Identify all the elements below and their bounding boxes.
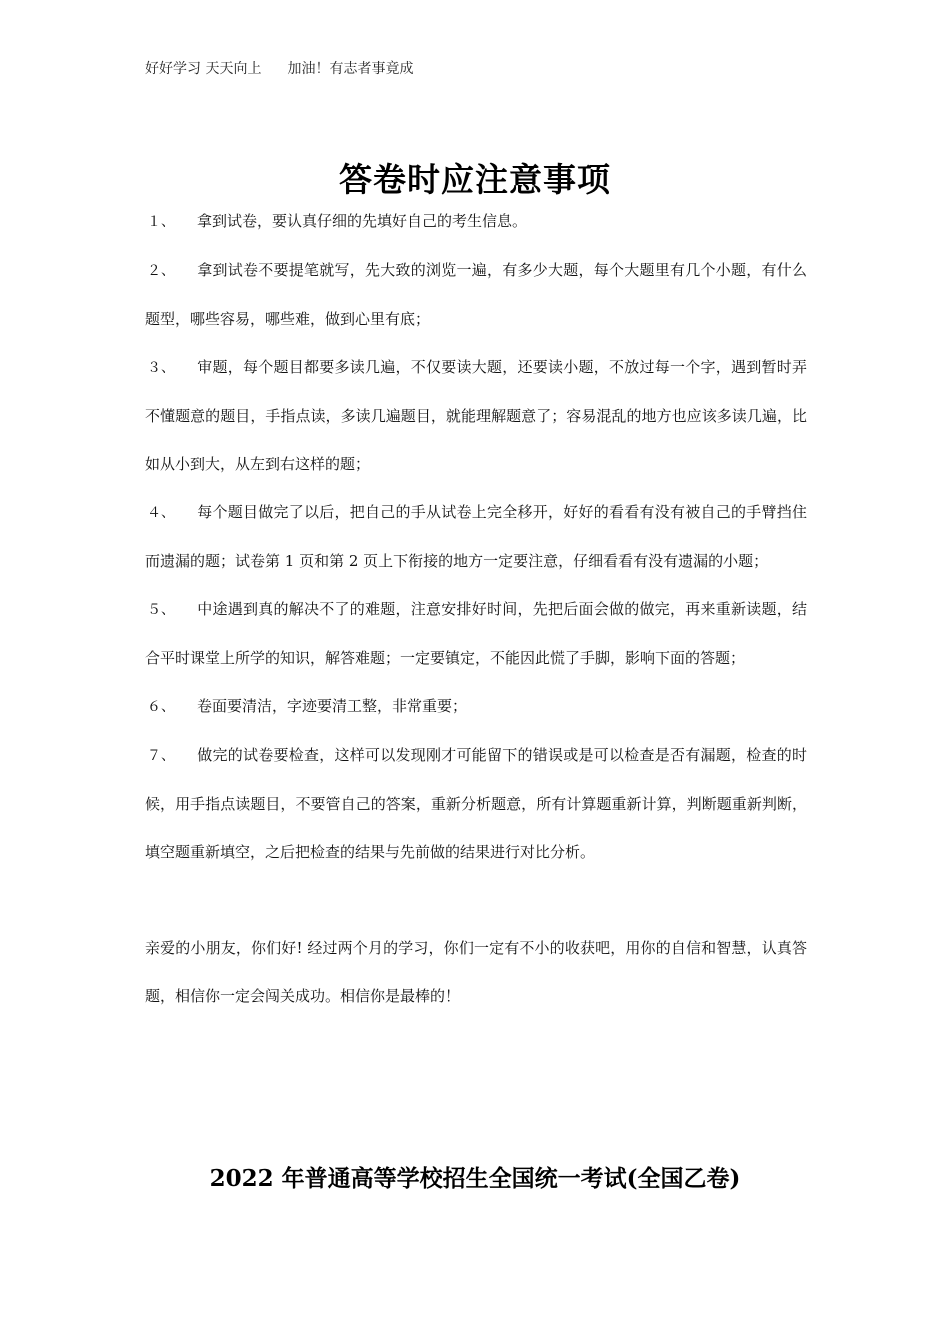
list-item xyxy=(145,343,807,488)
exam-title: 2022 年普通高等学校招生全国统一考试(全国乙卷) xyxy=(209,1165,741,1192)
item-number: ５、 xyxy=(147,602,175,618)
item-text: 每个题目做完了以后，把自己的手从试卷上完全移开，好好的看看有没有被自己的手臂挡住而遗漏的题；试卷第 1 页和第 2 页上下衔接的地方一定要注意，仔细看看有没有遗漏的小题； xyxy=(145,503,807,570)
header-motto-right: 加油！有志者事竟成 xyxy=(287,61,414,77)
item-text: 卷面要清洁，字迹要清工整，非常重要； xyxy=(197,697,468,715)
item-number: ６、 xyxy=(147,699,175,715)
item-text: 拿到试卷不要提笔就写，先大致的浏览一遍，有多少大题，每个大题里有几个小题，有什么题型，哪些容易，哪些难，做到心里有底； xyxy=(145,261,807,328)
item-text: 做完的试卷要检查，这样可以发现刚才可能留下的错误或是可以检查是否有漏题，检查的时候，用手指点读题目，不要管自己的答案，重新分析题意，所有计算题重新计算，判断题重新判断，填空题重新填空，之后把检查的结果与先前做的结果进行对比分析。 xyxy=(145,746,807,861)
list-item xyxy=(145,246,807,343)
notes-list xyxy=(145,197,807,1020)
item-text: 拿到试卷，要认真仔细的先填好自己的考生信息。 xyxy=(197,212,528,230)
item-number: ４、 xyxy=(147,505,175,521)
list-item xyxy=(145,585,807,682)
item-text: 中途遇到真的解决不了的难题，注意安排好时间，先把后面会做的做完，再来重新读题，结合平时课堂上所学的知识，解答难题；一定要镇定，不能因此慌了手脚，影响下面的答题； xyxy=(145,600,807,667)
spacer xyxy=(145,876,807,924)
item-number: ７、 xyxy=(147,748,175,764)
page-header xyxy=(145,58,413,78)
closing-message: 亲爱的小朋友，你们好! 经过两个月的学习，你们一定有不小的收获吧，用你的自信和智慧，认真答题，相信你一定会闯关成功。相信你是最棒的！ xyxy=(145,939,807,1005)
list-item xyxy=(145,731,807,876)
list-item xyxy=(145,488,807,585)
header-motto-left: 好好学习 天天向上 xyxy=(145,61,262,77)
list-item xyxy=(145,197,807,246)
item-number: １、 xyxy=(147,214,175,230)
list-item xyxy=(145,682,807,731)
item-number: ３、 xyxy=(147,360,175,376)
item-text: 审题，每个题目都要多读几遍，不仅要读大题，还要读小题，不放过每一个字，遇到暂时弄不懂题意的题目，手指点读，多读几遍题目，就能理解题意了；容易混乱的地方也应该多读几遍，比如从小到大，从左到右这样的题； xyxy=(145,358,807,473)
item-number: ２、 xyxy=(147,263,175,279)
page-title: 答卷时应注意事项 xyxy=(339,160,611,199)
